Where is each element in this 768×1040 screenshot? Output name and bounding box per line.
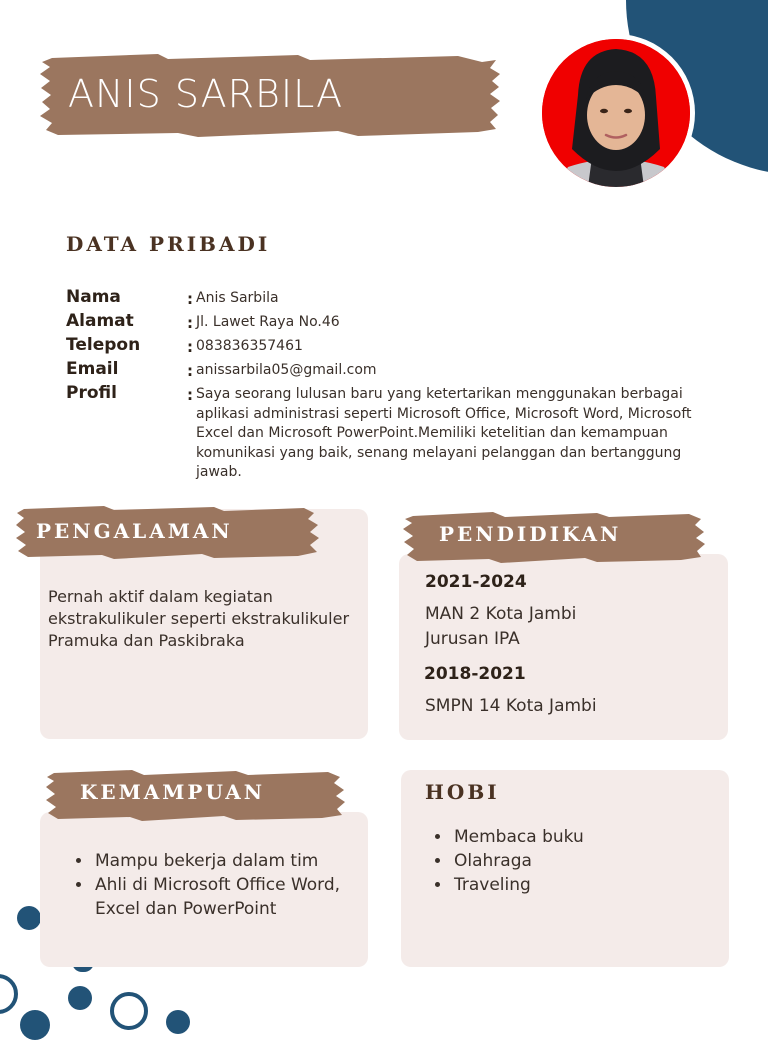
education-years: 2021-2024 [425, 572, 527, 592]
name-banner [38, 54, 504, 138]
hobbies-title: HOBI [425, 780, 500, 804]
profile-photo [542, 39, 690, 187]
decorative-ring [110, 992, 148, 1030]
skills-title: KEMAMPUAN [80, 780, 266, 804]
value-alamat: Jl. Lawet Raya No.46 [196, 314, 340, 330]
value-nama: Anis Sarbila [196, 290, 279, 306]
education-school: MAN 2 Kota Jambi [425, 604, 577, 624]
value-telepon: 083836357461 [196, 338, 303, 354]
candidate-name: ANIS SARBILA [68, 72, 344, 116]
skills-list [71, 849, 363, 921]
separator-colon: : [187, 338, 193, 356]
label-profil: Profil [66, 383, 117, 403]
personal-data-title: DATA PRIBADI [66, 232, 271, 256]
label-nama: Nama [66, 287, 121, 307]
separator-colon: : [187, 362, 193, 380]
value-profil: Saya seorang lulusan baru yang ketertarikan menggunakan berbagai aplikasi administrasi seperti Microsoft Office, Microsoft Word, Microsoft Excel dan Microsoft PowerPoint.Memiliki ketelitian dan kemampuan komunikasi yang baik, senang melayani pelanggan dan bertanggung jawab. [196, 386, 692, 480]
list-item: • Mampu bekerja dalam tim [93, 849, 363, 873]
decorative-ring [0, 974, 18, 1014]
list-item: • Membaca buku [452, 825, 732, 849]
value-email: anissarbila05@gmail.com [196, 362, 377, 378]
separator-colon: : [187, 290, 193, 308]
person-silhouette [542, 39, 690, 187]
list-item: • Traveling [452, 873, 732, 897]
education-banner [401, 511, 707, 563]
decorative-dot [17, 906, 41, 930]
education-school: SMPN 14 Kota Jambi [425, 696, 597, 716]
list-item: • Olahraga [452, 849, 732, 873]
decorative-dot [68, 986, 92, 1010]
decorative-dot [20, 1010, 50, 1040]
education-detail: Jurusan IPA [425, 629, 520, 649]
label-telepon: Telepon [66, 335, 141, 355]
education-title: PENDIDIKAN [439, 522, 622, 546]
decorative-dot [166, 1010, 190, 1034]
label-email: Email [66, 359, 119, 379]
experience-title: PENGALAMAN [36, 519, 233, 543]
label-alamat: Alamat [66, 311, 134, 331]
hobbies-list [430, 825, 732, 897]
experience-description: Pernah aktif dalam kegiatan ekstrakulikuler seperti ekstrakulikuler Pramuka dan Paskibraka [48, 587, 350, 650]
experience-banner [14, 505, 322, 559]
skills-banner [44, 769, 346, 821]
list-item: • Ahli di Microsoft Office Word, Excel dan PowerPoint [93, 873, 363, 921]
separator-colon: : [187, 314, 193, 332]
education-years: 2018-2021 [424, 664, 526, 684]
separator-colon: : [187, 386, 193, 404]
